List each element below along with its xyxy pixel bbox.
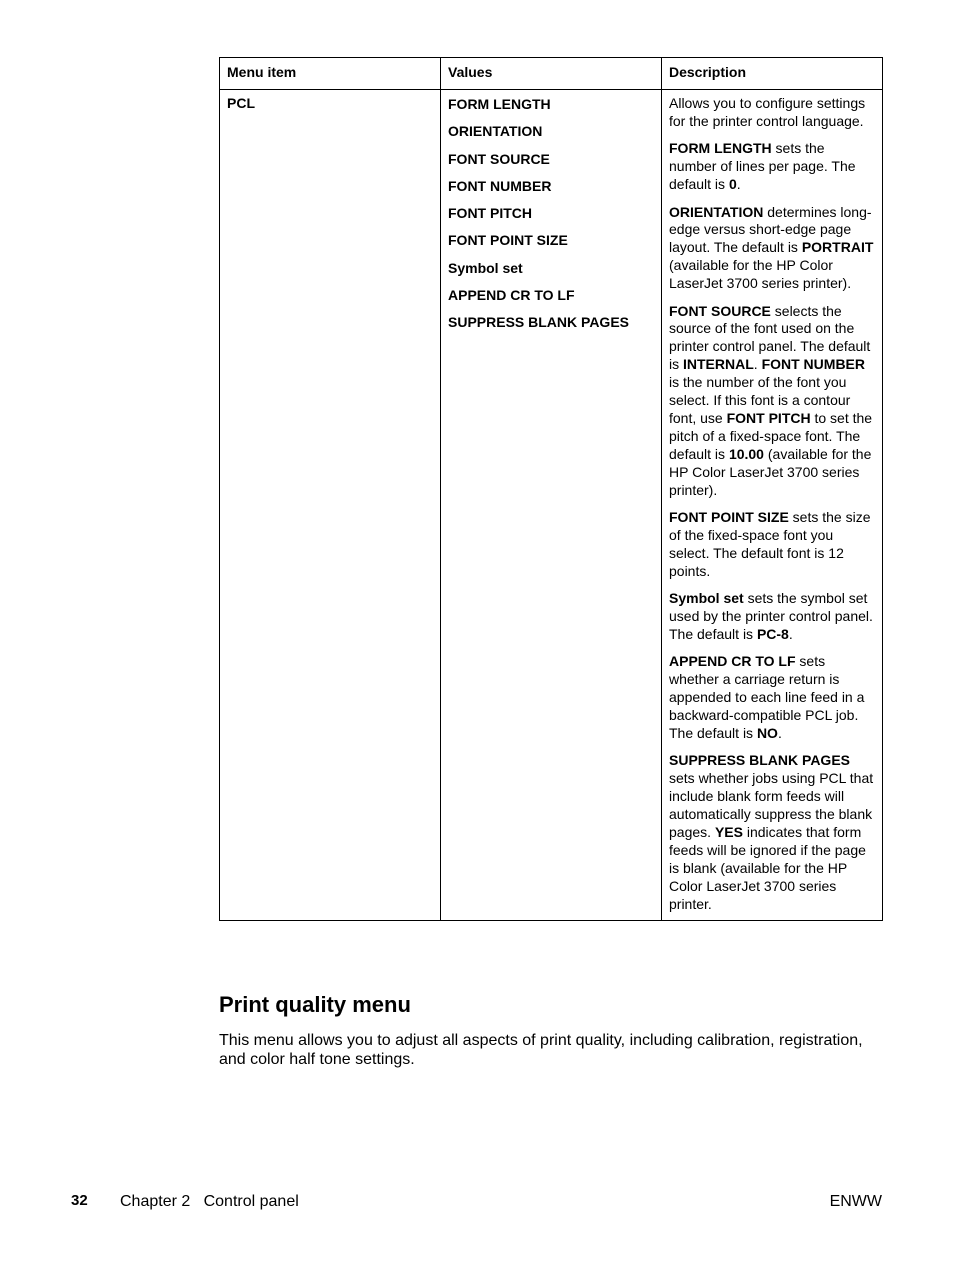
description-bold-term: FONT NUMBER	[761, 356, 865, 373]
description-bold-term: INTERNAL	[683, 356, 754, 373]
column-header-values: Values	[441, 58, 662, 90]
description-bold-term: SUPPRESS BLANK PAGES	[669, 752, 850, 769]
description-bold-term: ORIENTATION	[669, 203, 764, 220]
column-header-description: Description	[662, 58, 883, 90]
description-paragraph	[669, 303, 875, 500]
value-symbol-set: Symbol set	[448, 259, 523, 276]
description-text: is the number of the font you select. If this font is a contour font, use	[669, 374, 851, 426]
value-form-length: FORM LENGTH	[448, 96, 551, 112]
description-paragraph	[669, 752, 875, 913]
description-bold-term: FONT PITCH	[726, 410, 811, 426]
description-text: .	[788, 625, 793, 642]
description-bold-term: PORTRAIT	[801, 239, 874, 256]
page-number: 32	[71, 1192, 88, 1209]
description-text: sets whether jobs using PCL that include blank form feeds will automatically suppress the blank pages.	[669, 770, 874, 841]
value-orientation: ORIENTATION	[448, 123, 543, 140]
description-text: indicates that form feeds will be ignored if the page is blank (available for the HP Color LaserJet 3700 series printer.	[669, 824, 866, 912]
description-bold-term: PC-8	[756, 625, 789, 642]
section-body: This menu allows you to adjust all aspects of print quality, including calibration, registration, and color half tone settings.	[219, 1032, 863, 1068]
description-bold-term: YES	[714, 824, 743, 841]
footer-chapter: Chapter 2 Control panel	[120, 1193, 299, 1210]
pcl-menu-table	[219, 57, 883, 921]
description-cell	[662, 90, 883, 921]
column-header-menu-item: Menu item	[220, 58, 441, 90]
value-font-number: FONT NUMBER	[448, 177, 552, 194]
description-bold-term: FORM LENGTH	[669, 140, 772, 157]
table-header-row	[220, 58, 883, 90]
value-font-point-size: FONT POINT SIZE	[448, 232, 568, 249]
description-bold-term: APPEND CR TO LF	[669, 653, 796, 670]
description-text: sets the size of the fixed-space font you select. The default font is 12 points.	[669, 509, 871, 579]
description-text: Allows you to configure settings for the printer control language.	[669, 95, 866, 129]
description-bold-term: NO	[756, 725, 778, 741]
description-text: selects the source of the font used on the printer control panel. The default is	[669, 302, 871, 373]
description-text: .	[777, 725, 782, 741]
description-bold-term: FONT SOURCE	[669, 302, 771, 319]
section-heading: Print quality menu	[219, 992, 411, 1017]
value-suppress-blank-pages: SUPPRESS BLANK PAGES	[448, 314, 629, 331]
description-text: .	[736, 176, 741, 193]
description-text: sets the symbol set used by the printer control panel. The default is	[669, 590, 873, 642]
description-text: .	[753, 356, 762, 373]
menu-item-cell: PCL	[220, 90, 441, 921]
value-font-source: FONT SOURCE	[448, 150, 550, 167]
footer-right-label: ENWW	[829, 1193, 882, 1210]
values-cell	[441, 90, 662, 921]
description-paragraph	[669, 140, 875, 194]
table-row	[220, 90, 883, 921]
description-text: (available for the HP Color LaserJet 3700 series printer).	[669, 257, 852, 292]
description-paragraph	[669, 653, 875, 743]
description-text: determines long-edge versus short-edge page layout. The default is	[669, 203, 872, 256]
description-paragraph	[669, 204, 875, 294]
description-paragraph	[669, 590, 875, 644]
value-append-cr-to-lf: APPEND CR TO LF	[448, 287, 575, 304]
description-text: (available for the HP Color LaserJet 3700 series printer).	[669, 445, 872, 498]
description-text: sets the number of lines per page. The default is	[669, 140, 856, 193]
description-bold-term: FONT POINT SIZE	[669, 509, 789, 526]
description-bold-term: Symbol set	[669, 590, 744, 607]
description-paragraph	[669, 509, 875, 581]
description-text: to set the pitch of a fixed-space font. The default is	[669, 410, 873, 462]
description-bold-term: 10.00	[728, 445, 764, 462]
value-font-pitch: FONT PITCH	[448, 205, 532, 222]
description-paragraph	[669, 95, 875, 131]
description-bold-term: 0	[728, 176, 737, 193]
description-text: sets whether a carriage return is appended to each line feed in a backward-compatible PCL job. The default is	[669, 653, 865, 741]
